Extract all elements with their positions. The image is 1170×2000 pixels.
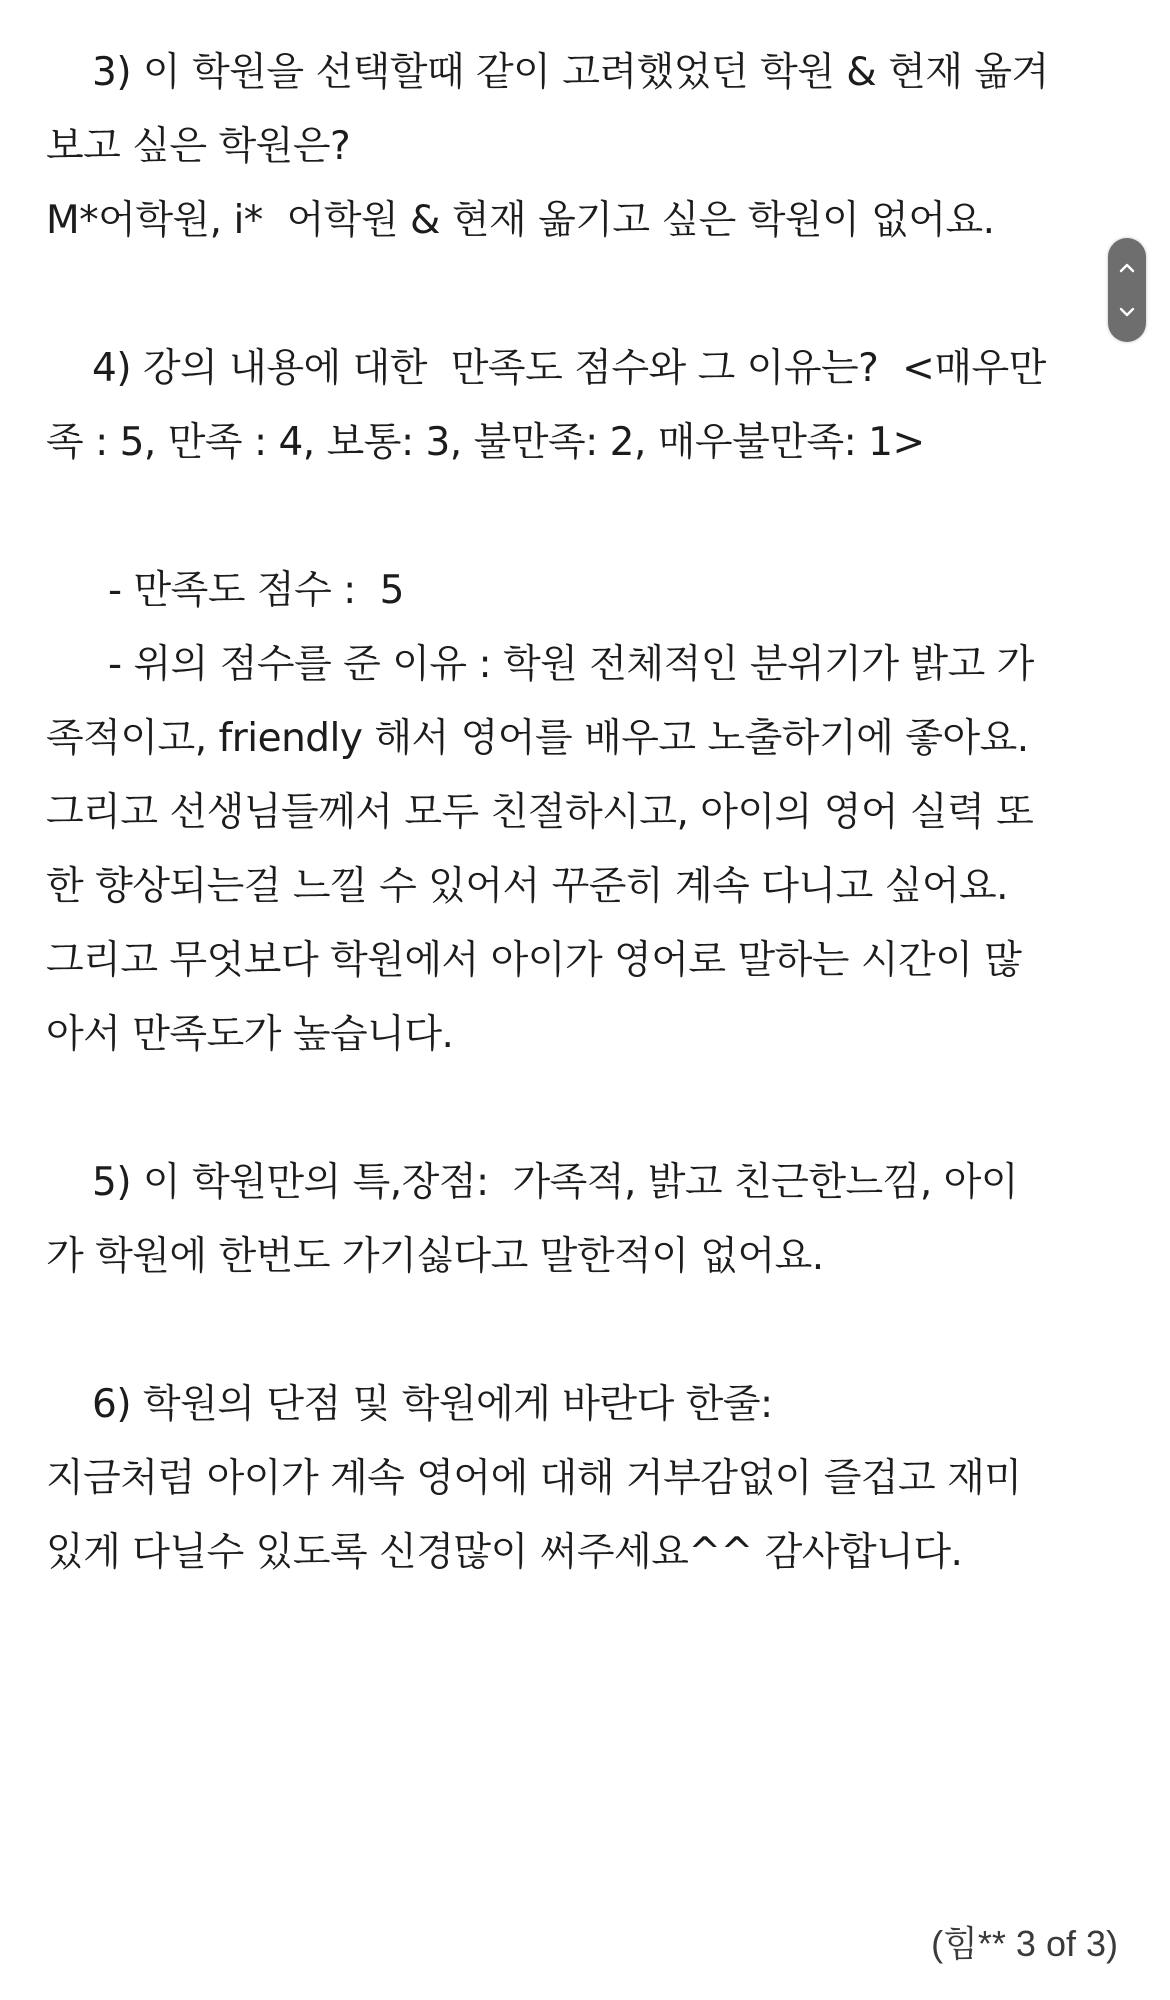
q4-reason-line-6: 아서 만족도가 높습니다. bbox=[46, 1012, 454, 1057]
q4-question-line-2: 족 : 5, 만족 : 4, 보통: 3, 불만족: 2, 매우불만족: 1> bbox=[46, 420, 925, 465]
scroll-down-button[interactable] bbox=[1108, 290, 1146, 334]
spacer bbox=[46, 480, 1126, 554]
q6-answer-line-2: 있게 다닐수 있도록 신경많이 써주세요^^ 감사합니다. bbox=[46, 1530, 963, 1575]
q4-score: - 만족도 점수 : 5 bbox=[108, 568, 404, 613]
q6-question: 6) 학원의 단점 및 학원에게 바란다 한줄: bbox=[92, 1382, 773, 1427]
q5-line-2: 가 학원에 한번도 가기싫다고 말한적이 없어요. bbox=[46, 1234, 824, 1279]
spacer bbox=[46, 1294, 1126, 1368]
q4-question-line-1: 4) 강의 내용에 대한 만족도 점수와 그 이유는? <매우만 bbox=[92, 346, 1046, 391]
chevron-down-icon bbox=[1118, 306, 1136, 318]
q3-answer: M*어학원, i* 어학원 & 현재 옮기고 싶은 학원이 없어요. bbox=[46, 198, 995, 243]
q4-reason-line-1: - 위의 점수를 준 이유 : 학원 전체적인 분위기가 밝고 가 bbox=[108, 642, 1034, 687]
q4-reason-line-5: 그리고 무엇보다 학원에서 아이가 영어로 말하는 시간이 많 bbox=[46, 938, 1022, 983]
scroll-control bbox=[1108, 238, 1146, 342]
q5-line-1: 5) 이 학원만의 특,장점: 가족적, 밝고 친근한느낌, 아이 bbox=[92, 1160, 1019, 1205]
scroll-up-button[interactable] bbox=[1108, 246, 1146, 290]
review-document bbox=[46, 36, 1126, 1590]
q4-reason-line-3: 그리고 선생님들께서 모두 친절하시고, 아이의 영어 실력 또 bbox=[46, 790, 1034, 835]
q3-question-line-1: 3) 이 학원을 선택할때 같이 고려했었던 학원 & 현재 옮겨 bbox=[92, 50, 1049, 95]
q3-question-line-2: 보고 싶은 학원은? bbox=[46, 124, 351, 169]
chevron-up-icon bbox=[1118, 262, 1136, 274]
q4-reason-line-4: 한 향상되는걸 느낄 수 있어서 꾸준히 계속 다니고 싶어요. bbox=[46, 864, 1009, 909]
spacer bbox=[46, 258, 1126, 332]
spacer bbox=[46, 1072, 1126, 1146]
q6-answer-line-1: 지금처럼 아이가 계속 영어에 대해 거부감없이 즐겁고 재미 bbox=[46, 1456, 1022, 1501]
page-indicator: (힘** 3 of 3) bbox=[931, 1923, 1118, 1964]
q4-reason-line-2: 족적이고, friendly 해서 영어를 배우고 노출하기에 좋아요. bbox=[46, 716, 1029, 761]
